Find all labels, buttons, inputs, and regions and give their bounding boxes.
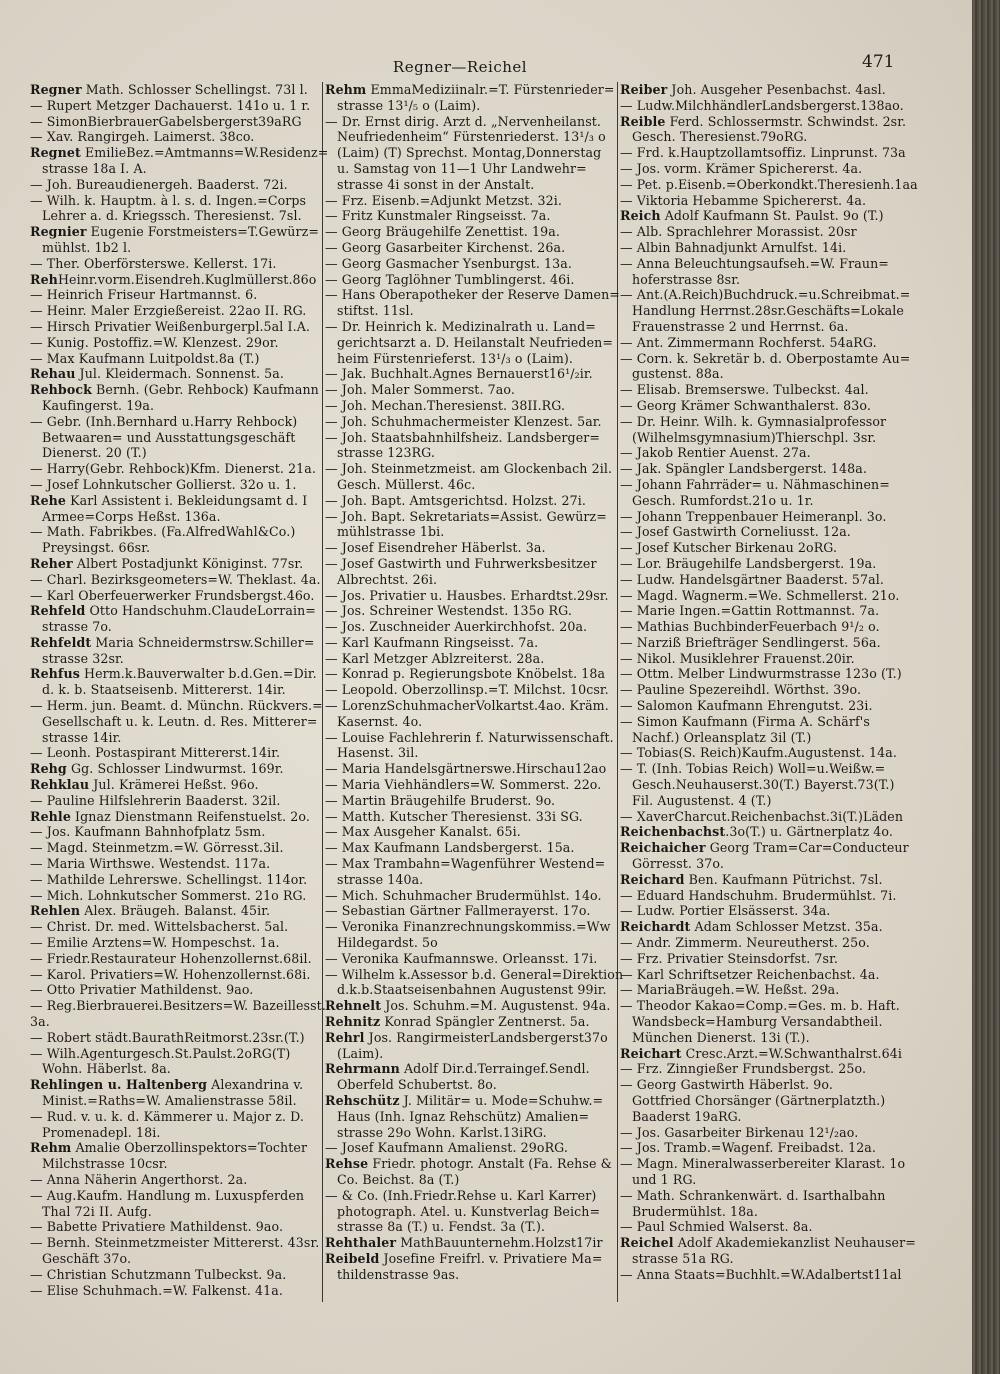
directory-line: — Friedr.Restaurateur Hohenzollernst.68il.: [30, 950, 312, 966]
directory-line: strasse 29o Wohn. Karlst.13iRG.: [337, 1124, 547, 1140]
directory-line: — Mathilde Lehrerswe. Schellingst. 114or.: [30, 871, 308, 887]
directory-line: Reichel Adolf Akademiekanzlist Neuhauser=: [620, 1235, 916, 1251]
directory-line: — SimonBierbrauerGabelsbergerst39aRG: [30, 113, 302, 129]
directory-line: strasse 8a (T.) u. Fendst. 3a (T.).: [337, 1219, 546, 1235]
directory-line: Baaderst 19aRG.: [632, 1108, 742, 1124]
directory-line: — Rupert Metzger Dachauerst. 141o u. 1 r.: [30, 97, 311, 113]
directory-line: — Joh. Steinmetzmeist. am Glockenbach 2il.: [325, 461, 613, 477]
directory-line: — Jos. Gasarbeiter Birkenau 12¹/₂ao.: [620, 1124, 859, 1140]
directory-line: Regnier Eugenie Forstmeisters=T.Gewürz=: [30, 224, 319, 240]
directory-line: Milchstrasse 10csr.: [42, 1156, 168, 1172]
directory-line: — Veronika Kaufmannswe. Orleansst. 17i.: [325, 950, 598, 966]
directory-line: — Ther. Oberförsterswe. Kellerst. 17i.: [30, 255, 277, 271]
directory-line: — Josef Kaufmann Amalienst. 29oRG.: [325, 1140, 568, 1156]
directory-line: Rehthaler MathBauunternehm.Holzst17ir: [325, 1235, 603, 1251]
directory-line: Gesch. Rumfordst.21o u. 1r.: [632, 492, 814, 508]
directory-line: — LorenzSchuhmacherVolkartst.4ao. Kräm.: [325, 698, 609, 714]
directory-line: — Elise Schuhmach.=W. Falkenst. 41a.: [30, 1282, 283, 1298]
directory-line: — Paul Schmied Walserst. 8a.: [620, 1219, 813, 1235]
directory-line: — Albin Bahnadjunkt Arnulfst. 14i.: [620, 239, 847, 255]
directory-line: — Georg Gasarbeiter Kirchenst. 26a.: [325, 239, 566, 255]
directory-line: — Pet. p.Eisenb.=Oberkondkt.Theresienh.1aa: [620, 176, 918, 192]
directory-line: — Salomon Kaufmann Ehrengutst. 23i.: [620, 698, 873, 714]
directory-line: Betwaaren= und Ausstattungsgeschäft: [42, 429, 296, 445]
directory-line: — Hans Oberapotheker der Reserve Damen=: [325, 287, 620, 303]
directory-line: — Christian Schutzmann Tulbeckst. 9a.: [30, 1266, 287, 1282]
directory-line: Reich Adolf Kaufmann St. Paulst. 9o (T.): [620, 208, 884, 224]
directory-line: d. k. b. Staatseisenb. Mittererst. 14ir.: [42, 682, 286, 698]
directory-line: — Ottm. Melber Lindwurmstrasse 123o (T.): [620, 666, 902, 682]
directory-line: — Georg Bräugehilfe Zenettist. 19a.: [325, 224, 560, 240]
directory-line: — Herm. jun. Beamt. d. Münchn. Rückvers.=: [30, 698, 323, 714]
directory-line: Fil. Augustenst. 4 (T.): [632, 792, 772, 808]
book-spine: [972, 0, 1000, 1374]
directory-line: — Josef Gastwirth Corneliusst. 12a.: [620, 524, 851, 540]
directory-line: — Max Ausgeher Kanalst. 65i.: [325, 824, 521, 840]
directory-line: — Ant. Zimmermann Rochferst. 54aRG.: [620, 334, 877, 350]
directory-line: (Laim).: [337, 1045, 384, 1061]
directory-line: — Magd. Steinmetzm.=W. Görresst.3il.: [30, 840, 284, 856]
directory-line: Reiber Joh. Ausgeher Pesenbachst. 4asl.: [620, 82, 886, 97]
directory-line: strasse 123RG.: [337, 445, 435, 461]
directory-line: — Christ. Dr. med. Wittelsbacherst. 5al.: [30, 919, 289, 935]
directory-line: — Robert städt.BaurathReitmorst.23sr.(T.): [30, 1029, 305, 1045]
directory-line: — Jos. Schreiner Westendst. 135o RG.: [325, 603, 572, 619]
directory-line: Thal 72i II. Aufg.: [42, 1203, 152, 1219]
directory-line: — Heinr. Maler Erzgießereist. 22ao II. RG.: [30, 303, 307, 319]
directory-line: Rehbock Bernh. (Gebr. Rehbock) Kaufmann: [30, 382, 319, 398]
directory-line: Rehlingen u. Haltenberg Alexandrina v.: [30, 1077, 304, 1093]
directory-line: Rehlen Alex. Bräugeh. Balanst. 45ir.: [30, 903, 271, 919]
directory-line: Reible Ferd. Schlossermstr. Schwindst. 2sr.: [620, 113, 907, 129]
directory-line: strasse 13¹/₅ o (Laim).: [337, 97, 481, 113]
page-number: 471: [862, 52, 895, 72]
directory-line: — Leopold. Oberzollinsp.=T. Milchst. 10csr.: [325, 682, 609, 698]
directory-line: u. Samstag von 11—1 Uhr Landwehr=: [337, 160, 587, 176]
directory-line: Rehm Amalie Oberzollinspektors=Tochter: [30, 1140, 308, 1156]
directory-line: heim Fürstenrieferst. 13¹/₃ o (Laim).: [337, 350, 573, 366]
directory-line: und 1 RG.: [632, 1171, 697, 1187]
directory-line: — Andr. Zimmerm. Neureutherst. 25o.: [620, 935, 870, 951]
directory-line: Rehau Jul. Kleidermach. Sonnenst. 5a.: [30, 366, 284, 382]
directory-line: — Joh. Staatsbahnhilfsheiz. Landsberger=: [325, 429, 601, 445]
directory-line: — Karol. Privatiers=W. Hohenzollernst.68i.: [30, 966, 311, 982]
directory-line: — Aug.Kaufm. Handlung m. Luxuspferden: [30, 1187, 305, 1203]
directory-line: Minist.=Raths=W. Amalienstrasse 58il.: [42, 1093, 297, 1108]
directory-line: Wandsbeck=Hamburg Versandabtheil.: [632, 1014, 883, 1030]
directory-line: — Anna Beleuchtungsaufseh.=W. Fraun=: [620, 255, 889, 271]
directory-line: — Otto Privatier Mathildenst. 9ao.: [30, 982, 254, 998]
directory-line: Kaufingerst. 19a.: [42, 397, 155, 413]
directory-line: Wohn. Häberlst. 8a.: [42, 1061, 171, 1077]
directory-line: — Elisab. Bremserswe. Tulbeckst. 4al.: [620, 382, 869, 398]
directory-line: Rehe Karl Assistent i. Bekleidungsamt d. I: [30, 492, 308, 508]
directory-line: stiftst. 11sl.: [337, 303, 414, 319]
directory-line: strasse 7o.: [42, 619, 112, 635]
directory-line: — Math. Schrankenwärt. d. Isarthalbahn: [620, 1187, 886, 1203]
directory-line: — Math. Fabrikbes. (Fa.AlfredWahl&Co.): [30, 524, 296, 540]
directory-line: — Joh. Maler Sommerst. 7ao.: [325, 382, 515, 398]
directory-line: — Frz. Zinngießer Frundsbergst. 25o.: [620, 1061, 867, 1077]
directory-line: — Narziß Briefträger Sendlingerst. 56a.: [620, 634, 881, 650]
directory-line: — Jos. vorm. Krämer Spichererst. 4a.: [620, 160, 863, 176]
directory-line: — Lor. Bräugehilfe Landsbergerst. 19a.: [620, 555, 877, 571]
directory-line: — Jakob Rentier Auenst. 27a.: [620, 445, 811, 461]
directory-line: — Mich. Lohnkutscher Sommerst. 21o RG.: [30, 887, 307, 903]
directory-line: Rehse Friedr. photogr. Anstalt (Fa. Rehse &: [325, 1156, 612, 1172]
directory-line: — Sebastian Gärtner Fallmerayerst. 17o.: [325, 903, 591, 919]
directory-line: — Max Kaufmann Landsbergerst. 15a.: [325, 840, 575, 856]
column-3: [620, 82, 920, 1283]
directory-line: — Ant.(A.Reich)Buchdruck.=u.Schreibmat.=: [620, 287, 911, 303]
directory-line: Regnet EmilieBez.=Amtmanns=W.Residenz=: [30, 145, 329, 161]
directory-line: — Johann Treppenbauer Heimeranpl. 3o.: [620, 508, 887, 524]
directory-line: — Karl Oberfeuerwerker Frundsbergst.46o.: [30, 587, 315, 603]
directory-line: — Wilh.Agenturgesch.St.Paulst.2oRG(T): [30, 1045, 291, 1061]
directory-line: — Anna Näherin Angerthorst. 2a.: [30, 1171, 248, 1187]
directory-line: mühlstrasse 1bi.: [337, 524, 445, 540]
directory-line: Rehnitz Konrad Spängler Zentnerst. 5a.: [325, 1014, 590, 1030]
directory-line: Brudermühlst. 18a.: [632, 1203, 758, 1219]
directory-line: — Martin Bräugehilfe Bruderst. 9o.: [325, 792, 556, 808]
directory-line: — Fritz Kunstmaler Ringseisst. 7a.: [325, 208, 551, 224]
directory-line: — Joh. Bureaudienergeh. Baaderst. 72i.: [30, 176, 288, 192]
directory-line: — Georg Gasmacher Ysenburgst. 13a.: [325, 255, 572, 271]
directory-line: Rehfeldt Maria Schneidermstrsw.Schiller=: [30, 634, 315, 650]
directory-line: Rehg Gg. Schlosser Lindwurmst. 169r.: [30, 761, 284, 777]
directory-line: Preysingst. 66sr.: [42, 540, 151, 556]
directory-line: — Pauline Hilfslehrerin Baaderst. 32il.: [30, 792, 281, 808]
directory-line: Geschäft 37o.: [42, 1250, 132, 1266]
directory-line: Co. Beichst. 8a (T.): [337, 1171, 460, 1187]
directory-line: — Kunig. Postoffiz.=W. Klenzest. 29or.: [30, 334, 279, 350]
directory-line: — Babette Privatiere Mathildenst. 9ao.: [30, 1219, 284, 1235]
directory-line: mühlst. 1b2 l.: [42, 239, 132, 255]
directory-line: — Joh. Bapt. Amtsgerichtsd. Holzst. 27i.: [325, 492, 586, 508]
directory-line: — Ludw. Handelsgärtner Baaderst. 57al.: [620, 571, 884, 587]
directory-line: — Dr. Heinr. Wilh. k. Gymnasialprofessor: [620, 413, 887, 429]
directory-line: — Joh. Mechan.Theresienst. 38II.RG.: [325, 397, 566, 413]
directory-line: — Reg.Bierbrauerei.Besitzers=W. Bazeillesst. 3a.: [30, 998, 326, 1030]
directory-line: photograph. Atel. u. Kunstverlag Beich=: [337, 1203, 601, 1219]
directory-line: Oberfeld Schubertst. 8o.: [337, 1077, 497, 1093]
directory-line: München Dienerst. 13i (T.).: [632, 1029, 810, 1045]
directory-line: thildenstrasse 9as.: [337, 1266, 460, 1282]
directory-line: — Hirsch Privatier Weißenburgerpl.5al I.A.: [30, 318, 310, 334]
directory-line: Hasenst. 3il.: [337, 745, 419, 761]
directory-line: — Emilie Arztens=W. Hompeschst. 1a.: [30, 935, 280, 951]
directory-line: RehHeinr.vorm.Eisendreh.Kuglmüllerst.86o: [30, 271, 317, 287]
directory-line: — Karl Kaufmann Ringseisst. 7a.: [325, 634, 539, 650]
directory-line: — Georg Gastwirth Häberlst. 9o.: [620, 1077, 833, 1093]
directory-line: (Laim) (T) Sprechst. Montag,Donnerstag: [337, 145, 602, 161]
directory-line: — Karl Metzger Ablzreiterst. 28a.: [325, 650, 545, 666]
directory-line: Reichenbachst.3o(T.) u. Gärtnerplatz 4o.: [620, 824, 893, 840]
directory-line: Gesch.Neuhauserst.30(T.) Bayerst.73(T.): [632, 777, 895, 793]
directory-line: Nachf.) Orleansplatz 3il (T.): [632, 729, 812, 745]
directory-line: — Jak. Buchhalt.Agnes Bernauerst16¹/₂ir.: [325, 366, 593, 382]
directory-line: Dienerst. 20 (T.): [42, 445, 147, 461]
directory-line: Rehrmann Adolf Dir.d.Terraingef.Sendl.: [325, 1061, 590, 1077]
directory-line: Albrechtst. 26i.: [337, 571, 438, 587]
directory-line: Handlung Herrnst.28sr.Geschäfts=Lokale: [632, 303, 904, 319]
directory-line: — Louise Fachlehrerin f. Naturwissenschaft.: [325, 729, 614, 745]
directory-line: — T. (Inh. Tobias Reich) Woll=u.Weißw.=: [620, 761, 886, 777]
directory-line: — Maria Wirthswe. Westendst. 117a.: [30, 856, 271, 872]
directory-line: — Mathias BuchbinderFeuerbach 9¹/₂ o.: [620, 619, 880, 635]
directory-line: gustenst. 88a.: [632, 366, 724, 382]
directory-line: — MariaBräugeh.=W. Heßst. 29a.: [620, 982, 840, 998]
directory-line: — Jos. Zuschneider Auerkirchhofst. 20a.: [325, 619, 588, 635]
directory-line: — Alb. Sprachlehrer Morassist. 20sr: [620, 224, 857, 240]
directory-line: — Anna Staats=Buchhlt.=W.Adalbertst11al: [620, 1266, 902, 1282]
directory-line: Kasernst. 4o.: [337, 713, 423, 729]
directory-line: Reichaicher Georg Tram=Car=Conducteur: [620, 840, 909, 856]
directory-line: — & Co. (Inh.Friedr.Rehse u. Karl Karrer): [325, 1187, 597, 1203]
directory-line: Rehschütz J. Militär= u. Mode=Schuhw.=: [325, 1093, 604, 1108]
directory-line: (Wilhelmsgymnasium)Thierschpl. 3sr.: [632, 429, 877, 445]
directory-line: Neufriedenheim“ Fürstenriederst. 13¹/₃ o: [337, 129, 606, 145]
directory-line: — Simon Kaufmann (Firma A. Schärf's: [620, 713, 870, 729]
directory-line: — XaverCharcut.Reichenbachst.3i(T.)Läden: [620, 808, 904, 824]
directory-line: — Jos. Privatier u. Hausbes. Erhardtst.29sr.: [325, 587, 609, 603]
directory-line: — Jos. Kaufmann Bahnhofplatz 5sm.: [30, 824, 266, 840]
directory-line: — Theodor Kakao=Comp.=Ges. m. b. Haft.: [620, 998, 900, 1014]
directory-line: — Jos. Tramb.=Wagenf. Freibadst. 12a.: [620, 1140, 877, 1156]
directory-line: — Marie Ingen.=Gattin Rottmannst. 7a.: [620, 603, 880, 619]
directory-line: Haus (Inh. Ignaz Rehschütz) Amalien=: [337, 1108, 590, 1124]
directory-line: strasse 4i sonst in der Anstalt.: [337, 176, 535, 192]
directory-line: Gesellschaft u. k. Leutn. d. Res. Mitterer=: [42, 713, 318, 729]
directory-line: Rehle Ignaz Dienstmann Reifenstuelst. 2o.: [30, 808, 310, 824]
directory-line: — Max Kaufmann Luitpoldst.8a (T.): [30, 350, 260, 366]
directory-line: Rehnelt Jos. Schuhm.=M. Augustenst. 94a.: [325, 998, 611, 1014]
directory-line: — Josef Kutscher Birkenau 2oRG.: [620, 540, 838, 556]
directory-line: — Maria Viehhändlers=W. Sommerst. 22o.: [325, 777, 602, 793]
directory-line: — Corn. k. Sekretär b. d. Oberpostamte Au=: [620, 350, 911, 366]
directory-line: strasse 32sr.: [42, 650, 124, 666]
directory-line: — Veronika Finanzrechnungskommiss.=Ww: [325, 919, 611, 935]
directory-line: Gesch. Theresienst.79oRG.: [632, 129, 808, 145]
directory-line: — Jak. Spängler Landsbergerst. 148a.: [620, 461, 867, 477]
directory-line: — Karl Schriftsetzer Reichenbachst. 4a.: [620, 966, 880, 982]
directory-line: Gesch. Müllerst. 46c.: [337, 476, 476, 492]
directory-line: — Josef Eisendreher Häberlst. 3a.: [325, 540, 546, 556]
directory-line: — Frd. k.Hauptzollamtsoffiz. Linprunst. 73a: [620, 145, 906, 161]
column-1: [30, 82, 330, 1298]
directory-line: — Wilhelm k.Assessor b.d. General=Direktion: [325, 966, 624, 982]
directory-line: — Dr. Ernst dirig. Arzt d. „Nervenheilanst.: [325, 113, 602, 129]
directory-line: Lehrer a. d. Kriegssch. Theresienst. 7sl.: [42, 208, 302, 224]
directory-line: Promenadepl. 18i.: [42, 1124, 161, 1140]
directory-line: — Tobias(S. Reich)Kaufm.Augustenst. 14a.: [620, 745, 897, 761]
directory-line: — Heinrich Friseur Hartmannst. 6.: [30, 287, 258, 303]
directory-line: — Maria Handelsgärtnerswe.Hirschau12ao: [325, 761, 607, 777]
directory-line: — Magd. Wagnerm.=We. Schmellerst. 21o.: [620, 587, 900, 603]
directory-line: Reichardt Adam Schlosser Metzst. 35a.: [620, 919, 883, 935]
directory-line: Reichart Cresc.Arzt.=W.Schwanthalrst.64i: [620, 1045, 902, 1061]
directory-line: — Ludw. Portier Elsässerst. 34a.: [620, 903, 831, 919]
directory-line: strasse 18a I. A.: [42, 160, 147, 176]
directory-line: Rehklau Jul. Krämerei Heßst. 96o.: [30, 777, 259, 793]
directory-line: — Georg Krämer Schwanthalerst. 83o.: [620, 397, 871, 413]
directory-line: — Nikol. Musiklehrer Frauenst.20ir.: [620, 650, 855, 666]
directory-line: Rehfeld Otto Handschuhm.ClaudeLorrain=: [30, 603, 316, 619]
directory-line: Reher Albert Postadjunkt Königinst. 77sr.: [30, 555, 304, 571]
directory-line: hoferstrasse 8sr.: [632, 271, 741, 287]
directory-line: — Josef Lohnkutscher Gollierst. 32o u. 1.: [30, 476, 297, 492]
directory-line: Rehrl Jos. RangirmeisterLandsbergerst37o: [325, 1029, 608, 1045]
directory-line: Rehfus Herm.k.Bauverwalter b.d.Gen.=Dir.: [30, 666, 317, 682]
directory-line: — Pauline Spezereihdl. Wörthst. 39o.: [620, 682, 862, 698]
directory-line: — Charl. Bezirksgeometers=W. Theklast. 4a.: [30, 571, 321, 587]
directory-line: Armee=Corps Heßst. 136a.: [42, 508, 221, 524]
directory-line: — Johann Fahrräder= u. Nähmaschinen=: [620, 476, 890, 492]
directory-line: strasse 51a RG.: [632, 1250, 734, 1266]
running-head: Regner—Reichel: [392, 58, 528, 76]
directory-line: strasse 140a.: [337, 871, 424, 887]
directory-line: — Georg Taglöhner Tumblingerst. 46i.: [325, 271, 575, 287]
directory-line: gerichtsarzt a. D. Heilanstalt Neufrieden=: [337, 334, 614, 350]
directory-line: — Mich. Schuhmacher Brudermühlst. 14o.: [325, 887, 602, 903]
directory-line: — Harry(Gebr. Rehbock)Kfm. Dienerst. 21a.: [30, 461, 317, 477]
directory-line: — Joh. Schuhmachermeister Klenzest. 5ar.: [325, 413, 602, 429]
directory-line: — Dr. Heinrich k. Medizinalrath u. Land=: [325, 318, 596, 334]
directory-line: d.k.b.Staatseisenbahnen Augustenst 99ir.: [337, 982, 607, 998]
directory-line: — Leonh. Postaspirant Mittererst.14ir.: [30, 745, 281, 761]
directory-line: — Max Trambahn=Wagenführer Westend=: [325, 856, 606, 872]
column-2: [325, 82, 625, 1283]
directory-line: — Eduard Handschuhm. Brudermühlst. 7i.: [620, 887, 897, 903]
directory-line: — Konrad p. Regierungsbote Knöbelst. 18a: [325, 666, 606, 682]
directory-line: Gottfried Chorsänger (Gärtnerplatzth.): [632, 1093, 886, 1108]
directory-line: strasse 14ir.: [42, 729, 122, 745]
directory-line: Rehm EmmaMediziinalr.=T. Fürstenrieder=: [325, 82, 615, 97]
directory-line: Görresst. 37o.: [632, 856, 724, 872]
directory-line: — Joh. Bapt. Sekretariats=Assist. Gewürz=: [325, 508, 607, 524]
directory-line: Frauenstrasse 2 und Herrnst. 6a.: [632, 318, 849, 334]
directory-line: — Xav. Rangirgeh. Laimerst. 38co.: [30, 129, 255, 145]
directory-line: — Viktoria Hebamme Spichererst. 4a.: [620, 192, 867, 208]
directory-line: Regner Math. Schlosser Schellingst. 73l l.: [30, 82, 308, 97]
directory-line: — Matth. Kutscher Theresienst. 33i SG.: [325, 808, 583, 824]
directory-line: — Magn. Mineralwasserbereiter Klarast. 1o: [620, 1156, 906, 1172]
directory-line: Reibeld Josefine Freifrl. v. Privatiere Ma=: [325, 1250, 603, 1266]
directory-line: Reichard Ben. Kaufmann Pütrichst. 7sl.: [620, 871, 883, 887]
directory-line: — Wilh. k. Hauptm. à l. s. d. Ingen.=Corps: [30, 192, 307, 208]
directory-line: — Frz. Privatier Steinsdorfst. 7sr.: [620, 950, 838, 966]
directory-line: — Frz. Eisenb.=Adjunkt Metzst. 32i.: [325, 192, 562, 208]
directory-line: — Rud. v. u. k. d. Kämmerer u. Major z. D.: [30, 1108, 304, 1124]
directory-line: — Josef Gastwirth und Fuhrwerksbesitzer: [325, 555, 597, 571]
directory-line: — Ludw.MilchhändlerLandsbergerst.138ao.: [620, 97, 904, 113]
directory-line: Hildegardst. 5o: [337, 935, 438, 951]
directory-line: — Gebr. (Inh.Bernhard u.Harry Rehbock): [30, 413, 298, 429]
directory-line: — Bernh. Steinmetzmeister Mittererst. 43sr.: [30, 1235, 320, 1251]
